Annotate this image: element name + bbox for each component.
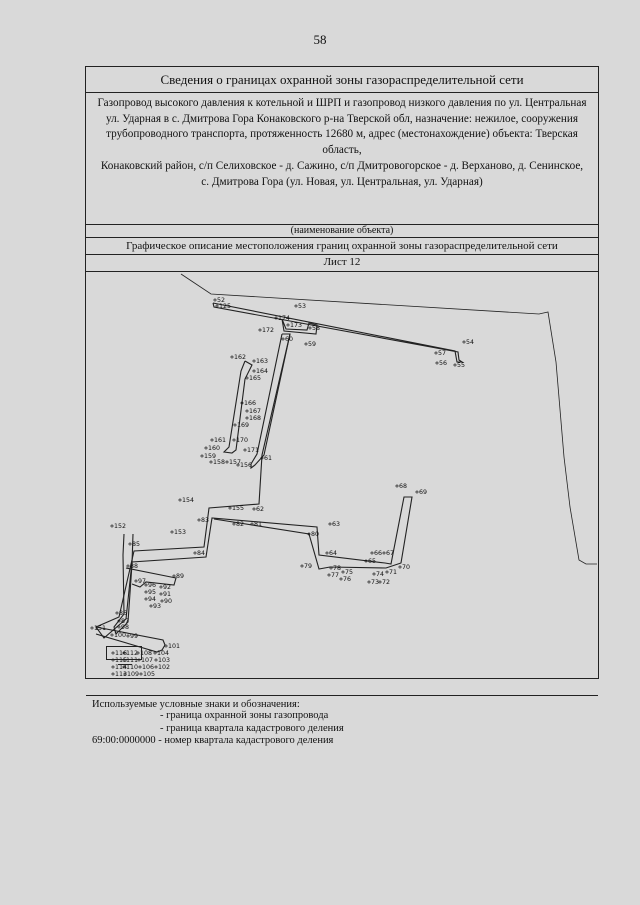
point-label-98: 98 (121, 624, 130, 631)
point-marker-152 (111, 525, 113, 527)
point-label-116: 116 (115, 650, 128, 657)
point-label-65: 65 (368, 558, 377, 565)
point-label-75: 75 (345, 569, 354, 576)
point-label-109: 109 (127, 671, 140, 678)
point-marker-60 (282, 338, 284, 340)
point-label-74: 74 (376, 571, 385, 578)
point-marker-55 (454, 364, 456, 366)
point-label-58: 58 (312, 325, 321, 332)
point-label-67: 67 (386, 550, 395, 557)
point-marker-88 (127, 565, 129, 567)
table-title: Сведения о границах охранной зоны газораспределительной сети (86, 67, 598, 93)
point-label-105: 105 (143, 671, 156, 678)
point-marker-103 (155, 659, 157, 661)
point-label-83: 83 (201, 517, 210, 524)
point-label-170: 170 (236, 437, 249, 444)
zone-symbol-box (106, 646, 142, 660)
point-marker-52 (214, 299, 216, 301)
point-marker-106 (139, 666, 141, 668)
point-label-55: 55 (457, 362, 466, 369)
point-label-161: 161 (214, 437, 227, 444)
boundary-info-table (85, 66, 599, 746)
sheet-label: Лист 12 (323, 256, 361, 268)
protection-zone-boundary (213, 303, 462, 362)
point-label-155: 155 (232, 505, 245, 512)
point-marker-92 (160, 586, 162, 588)
point-marker-84 (194, 552, 196, 554)
point-label-151: 151 (94, 625, 107, 632)
point-marker-82 (233, 523, 235, 525)
object-description (86, 93, 598, 225)
point-marker-76 (340, 578, 342, 580)
point-label-93: 93 (153, 603, 162, 610)
point-label-59: 59 (308, 341, 317, 348)
point-marker-94 (145, 598, 147, 600)
point-marker-58 (309, 327, 311, 329)
point-label-101: 101 (168, 643, 181, 650)
point-label-84: 84 (197, 550, 206, 557)
point-marker-125 (216, 305, 218, 307)
point-marker-56 (436, 362, 438, 364)
point-marker-99 (127, 635, 129, 637)
point-marker-113 (112, 673, 114, 675)
description-line: ул. Ударная в с. Дмитрова Гора Конаковского р-на Тверской обл, назначение: нежилое, сооружения (106, 112, 578, 125)
point-label-53: 53 (298, 303, 307, 310)
point-label-114: 114 (115, 664, 128, 671)
point-marker-85 (129, 543, 131, 545)
point-label-100: 100 (114, 632, 127, 639)
point-marker-83 (198, 519, 200, 521)
point-label-81: 81 (254, 521, 263, 528)
point-label-169: 169 (237, 422, 250, 429)
point-label-85: 85 (132, 541, 141, 548)
point-label-125: 125 (219, 303, 232, 310)
point-marker-64 (326, 552, 328, 554)
point-marker-168 (246, 417, 248, 419)
point-marker-169 (234, 424, 236, 426)
point-label-95: 95 (148, 589, 157, 596)
point-label-157: 157 (229, 459, 242, 466)
point-label-77: 77 (331, 572, 340, 579)
point-label-64: 64 (329, 550, 338, 557)
point-marker-89 (173, 575, 175, 577)
point-label-68: 68 (399, 483, 408, 490)
legend-item-quarter: - граница квартала кадастрового деления (160, 723, 344, 734)
point-label-72: 72 (382, 579, 391, 586)
point-marker-172 (259, 329, 261, 331)
point-marker-67 (383, 552, 385, 554)
point-label-52: 52 (217, 297, 226, 304)
point-marker-100 (111, 634, 113, 636)
point-marker-54 (463, 341, 465, 343)
point-label-159: 159 (204, 453, 217, 460)
point-label-173: 173 (290, 322, 303, 329)
point-label-57: 57 (438, 350, 447, 357)
point-label-107: 107 (141, 657, 154, 664)
point-marker-158 (210, 461, 212, 463)
point-label-158: 158 (213, 459, 226, 466)
point-marker-114 (112, 666, 114, 668)
point-marker-155 (229, 507, 231, 509)
map-drawing (86, 271, 598, 696)
point-marker-171 (244, 449, 246, 451)
legend-item-zone: - граница охранной зоны газопровода (160, 710, 329, 721)
point-label-87: 87 (121, 618, 130, 625)
point-label-102: 102 (158, 664, 171, 671)
point-marker-160 (205, 447, 207, 449)
object-caption: (наименование объекта) (86, 225, 598, 238)
description-line: с. Дмитрова Гора (ул. Новая, ул. Центральная, ул. Ударная) (201, 175, 483, 188)
description-line: трубопроводного транспорта, протяженность 12680 м, адрес (местонахождение) объекта: Тверская область, (106, 128, 578, 157)
point-label-60: 60 (285, 336, 294, 343)
cadastral-code-text: - номер квартала кадастрового деления (158, 735, 334, 746)
point-label-94: 94 (148, 596, 157, 603)
point-marker-91 (160, 593, 162, 595)
point-label-82: 82 (236, 521, 245, 528)
point-marker-53 (295, 305, 297, 307)
point-label-103: 103 (158, 657, 171, 664)
point-label-76: 76 (343, 576, 352, 583)
point-marker-75 (342, 571, 344, 573)
quarter-symbol-dash (118, 664, 132, 665)
point-label-174: 174 (278, 315, 291, 322)
point-label-99: 99 (130, 633, 139, 640)
point-label-156: 156 (240, 462, 253, 469)
point-marker-105 (140, 673, 142, 675)
point-label-96: 96 (148, 582, 157, 589)
point-marker-69 (416, 491, 418, 493)
point-label-80: 80 (311, 531, 320, 538)
point-label-154: 154 (182, 497, 195, 504)
legend-item-number (92, 734, 333, 747)
point-label-110: 110 (126, 664, 139, 671)
point-marker-165 (246, 377, 248, 379)
point-marker-90 (161, 600, 163, 602)
point-label-63: 63 (332, 521, 341, 528)
gas-network-map (86, 272, 598, 696)
point-marker-159 (201, 455, 203, 457)
point-label-167: 167 (249, 408, 262, 415)
point-label-88: 88 (130, 563, 139, 570)
point-label-111: 111 (126, 657, 139, 664)
point-marker-70 (399, 566, 401, 568)
point-marker-95 (145, 591, 147, 593)
point-label-86: 86 (119, 610, 128, 617)
point-label-162: 162 (234, 354, 247, 361)
description-line: Конаковский район, с/п Селиховское - д. Сажино, с/п Дмитровогорское - д. Верханово, д. Сенинское, (100, 159, 584, 172)
point-marker-151 (91, 627, 93, 629)
page-number: 58 (313, 32, 327, 47)
graphic-title: Графическое описание местоположения границ охранной зоны газораспределительной сети (86, 238, 598, 255)
legend (86, 697, 598, 745)
point-marker-63 (329, 523, 331, 525)
point-marker-72 (379, 581, 381, 583)
point-label-108: 108 (140, 650, 153, 657)
point-marker-59 (305, 343, 307, 345)
point-marker-163 (253, 360, 255, 362)
point-marker-167 (246, 410, 248, 412)
point-label-164: 164 (256, 368, 269, 375)
point-label-97: 97 (138, 578, 147, 585)
point-marker-173 (287, 324, 289, 326)
point-marker-98 (118, 626, 120, 628)
point-marker-79 (301, 565, 303, 567)
point-marker-66 (371, 552, 373, 554)
point-label-113: 113 (115, 671, 128, 678)
point-label-66: 66 (374, 550, 383, 557)
point-label-56: 56 (439, 360, 448, 367)
point-label-79: 79 (304, 563, 313, 570)
point-label-165: 165 (249, 375, 262, 382)
point-label-90: 90 (164, 598, 173, 605)
point-marker-57 (435, 352, 437, 354)
point-label-115: 115 (115, 657, 128, 664)
point-label-89: 89 (176, 573, 185, 580)
point-marker-71 (386, 571, 388, 573)
point-marker-62 (253, 508, 255, 510)
point-label-73: 73 (371, 579, 380, 586)
point-label-153: 153 (174, 529, 187, 536)
point-label-104: 104 (157, 650, 170, 657)
point-label-160: 160 (208, 445, 221, 452)
point-label-171: 171 (247, 447, 260, 454)
point-marker-74 (373, 573, 375, 575)
point-label-166: 166 (244, 400, 257, 407)
point-marker-161 (211, 439, 213, 441)
point-label-152: 152 (114, 523, 127, 530)
point-marker-104 (154, 652, 156, 654)
point-marker-73 (368, 581, 370, 583)
point-label-168: 168 (249, 415, 262, 422)
point-label-78: 78 (333, 565, 342, 572)
point-marker-153 (171, 531, 173, 533)
point-marker-97 (135, 580, 137, 582)
point-label-106: 106 (142, 664, 155, 671)
point-label-163: 163 (256, 358, 269, 365)
point-marker-68 (396, 485, 398, 487)
point-label-69: 69 (419, 489, 428, 496)
point-marker-86 (116, 612, 118, 614)
point-label-172: 172 (262, 327, 275, 334)
point-marker-102 (155, 666, 157, 668)
point-marker-77 (328, 574, 330, 576)
point-label-61: 61 (264, 455, 273, 462)
cadastral-code: 69:00:0000000 (92, 735, 156, 746)
point-marker-164 (253, 370, 255, 372)
point-marker-93 (150, 605, 152, 607)
point-label-112: 112 (126, 650, 139, 657)
point-label-62: 62 (256, 506, 265, 513)
point-label-92: 92 (163, 584, 172, 591)
legend-title: Используемые условные знаки и обозначения: (92, 699, 300, 710)
point-label-70: 70 (402, 564, 411, 571)
point-marker-157 (226, 461, 228, 463)
point-marker-154 (179, 499, 181, 501)
point-label-54: 54 (466, 339, 475, 346)
point-label-71: 71 (389, 569, 398, 576)
point-marker-170 (233, 439, 235, 441)
point-marker-162 (231, 356, 233, 358)
description-line: Газопровод высокого давления к котельной и ШРП и газопровод низкого давления по ул. Центральная (97, 97, 587, 109)
point-label-91: 91 (163, 591, 172, 598)
point-marker-101 (165, 645, 167, 647)
